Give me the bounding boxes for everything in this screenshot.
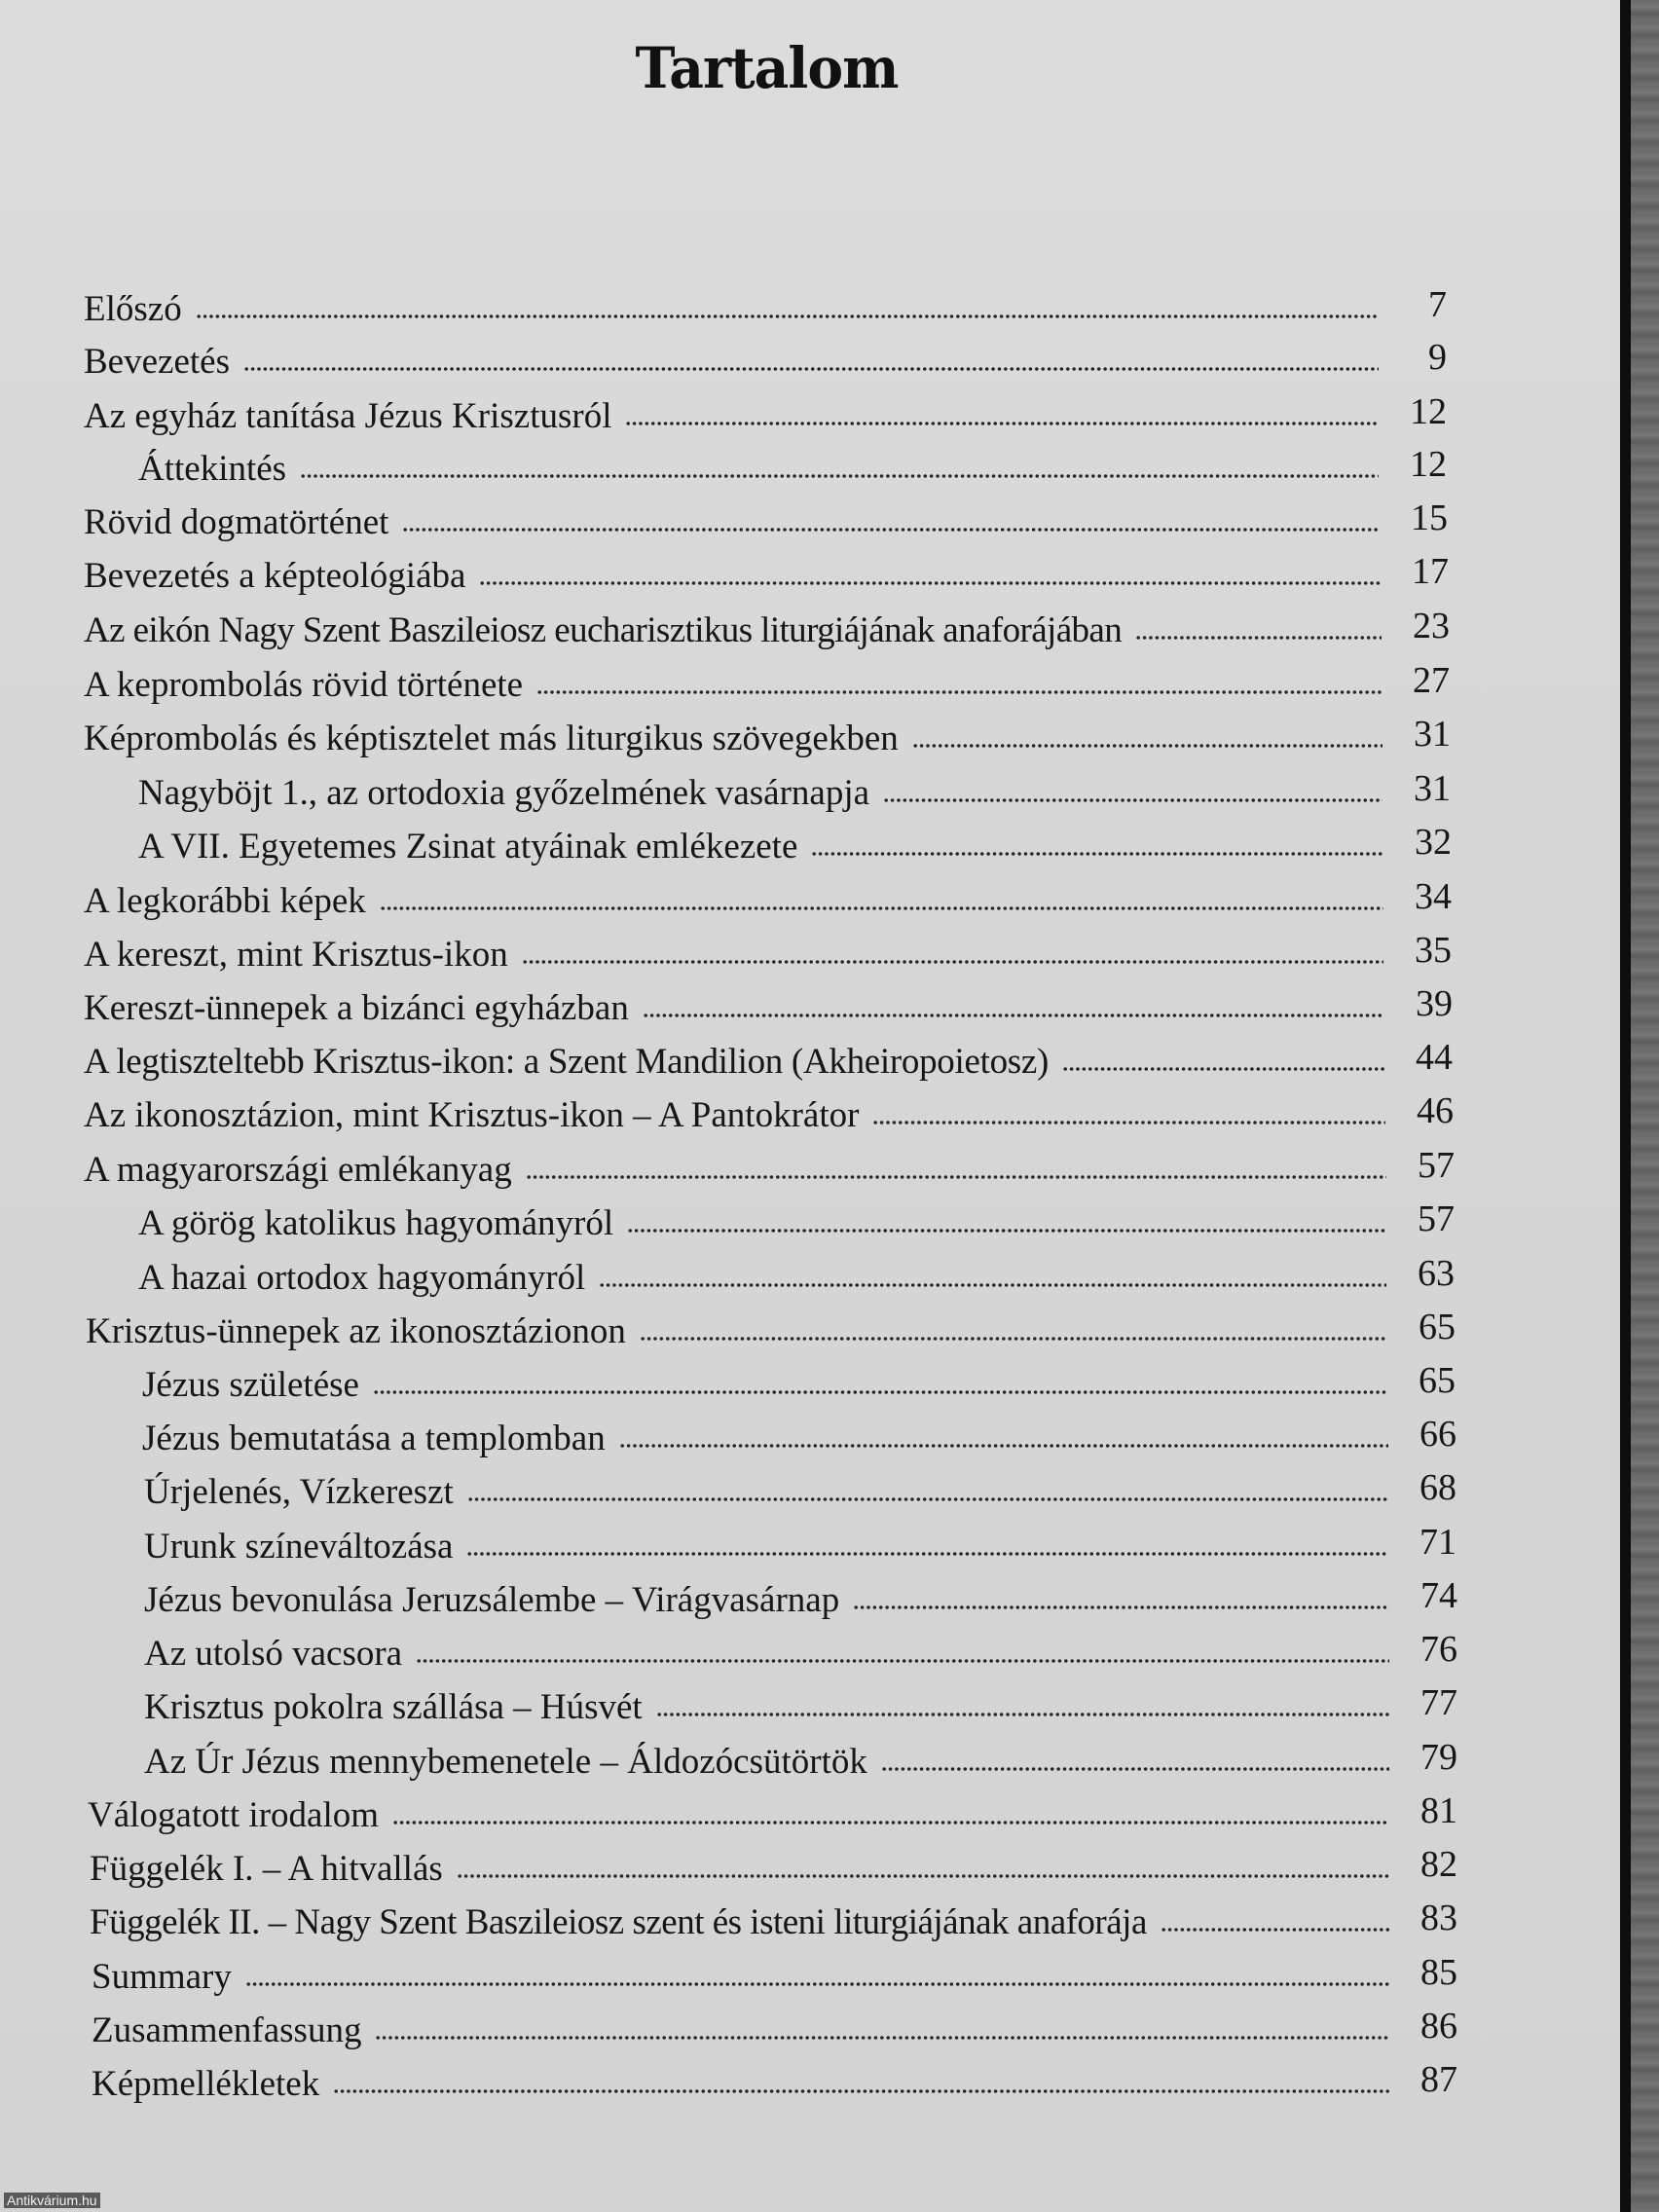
toc-entry[interactable] [86,1295,1456,1351]
toc-entry[interactable] [144,1564,1457,1620]
toc-entry-title: Képmellékletek [92,2064,320,2104]
toc-entry[interactable] [92,1994,1457,2050]
toc-entry-title: Az eikón Nagy Szent Baszileiosz eucharisztikus liturgiájának anaforájában [84,610,1123,650]
toc-entry[interactable] [138,432,1447,489]
dot-leader [243,366,1379,372]
toc-entry-title: Krisztus-ünnepek az ikonosztázionon [86,1311,626,1351]
toc-entry-title: Jézus bemutatása a templomban [142,1419,606,1458]
dot-leader [457,1873,1389,1879]
toc-entry[interactable] [144,1725,1457,1782]
toc-entry-title: Válogatott irodalom [88,1795,380,1835]
toc-entry-title: Az utolsó vacsora [144,1634,403,1674]
dot-leader [333,2088,1389,2094]
dot-leader [300,473,1379,479]
toc-entry-page: 66 [1419,1414,1456,1455]
dot-leader [872,1120,1385,1125]
dot-leader [402,527,1380,533]
toc-entry-page: 87 [1420,2059,1457,2100]
toc-entry-page: 57 [1418,1145,1455,1186]
toc-entry-page: 82 [1420,1844,1457,1885]
dot-leader [526,1174,1386,1180]
toc-entry[interactable] [90,1886,1457,1942]
toc-entry-title: A kereszt, mint Krisztus-ikon [84,935,508,975]
watermark: Antikvárium.hu [4,2193,100,2208]
toc-entry[interactable] [142,1402,1456,1458]
dot-leader [392,1820,1389,1825]
toc-entry-page: 65 [1419,1307,1456,1347]
toc-entry[interactable] [84,273,1447,329]
toc-entry-page: 17 [1412,551,1449,592]
toc-entry-page: 86 [1420,2006,1457,2046]
dot-leader [466,1551,1388,1557]
toc-entry-page: 12 [1410,444,1447,485]
toc-entry[interactable] [92,1940,1457,1997]
dot-leader [416,1658,1389,1664]
dot-leader [643,1013,1384,1018]
toc-entry-title: A magyarországi emlékanyag [84,1150,512,1190]
toc-entry-page: 35 [1415,930,1452,971]
dot-leader [811,851,1383,857]
dot-leader [522,959,1383,965]
toc-entry[interactable] [144,1617,1457,1674]
toc-entry[interactable] [84,972,1453,1028]
toc-entry-title: Az Úr Jézus mennybemenetele – Áldozócsütörtök [144,1742,867,1782]
toc-entry-page: 7 [1428,284,1447,325]
toc-entry-title: Kereszt-ünnepek a bizánci egyházban [84,988,629,1028]
toc-entry-title: Urunk színeváltozása [144,1527,454,1567]
toc-entry-title: Függelék I. – A hitvallás [90,1849,443,1889]
toc-entry-title: A görög katolikus hagyományról [138,1203,614,1243]
dot-leader [640,1336,1387,1342]
toc-entry-title: A VII. Egyetemes Zsinat atyáinak emlékezete [138,827,798,866]
toc-entry[interactable] [138,1241,1455,1298]
toc-entry-page: 15 [1411,498,1448,538]
toc-entry-title: Az egyház tanítása Jézus Krisztusról [84,396,612,436]
dot-leader [599,1282,1386,1288]
toc-entry[interactable] [90,1832,1457,1889]
dot-leader [196,313,1379,319]
toc-entry-page: 77 [1420,1682,1457,1723]
toc-entry-page: 57 [1418,1198,1455,1239]
toc-entry[interactable] [84,486,1448,542]
toc-entry-page: 12 [1410,391,1447,432]
toc-entry[interactable] [84,648,1450,705]
toc-entry[interactable] [84,1133,1455,1190]
toc-entry-page: 81 [1420,1790,1457,1831]
toc-entry-title: Függelék II. – Nagy Szent Baszileiosz szent és isteni liturgiájának anaforája [90,1902,1147,1942]
toc-entry[interactable] [84,865,1452,921]
dot-leader [619,1443,1388,1449]
toc-entry-page: 34 [1415,876,1452,917]
dot-leader [912,743,1382,749]
toc-entry-title: Az ikonosztázion, mint Krisztus-ikon – A Pantokrátor [84,1095,860,1135]
toc-entry[interactable] [84,1025,1453,1082]
toc-entry[interactable] [144,1671,1457,1727]
toc-entry-page: 68 [1419,1467,1456,1508]
dot-leader [1135,635,1382,641]
toc-entry-title: Bevezetés [84,342,230,382]
toc-entry-title: Bevezetés a képteológiába [84,556,466,596]
dot-leader [380,905,1383,911]
toc-entry[interactable] [138,1187,1455,1243]
toc-entry[interactable] [84,918,1452,975]
toc-entry-title: Áttekintés [138,449,287,489]
toc-entry-page: 71 [1419,1522,1456,1563]
dot-leader [467,1496,1388,1502]
dot-leader [375,2035,1389,2041]
dot-leader [625,421,1379,426]
dot-leader [373,1389,1387,1395]
toc-entry[interactable] [88,1779,1457,1835]
dot-leader [853,1604,1389,1610]
toc-entry-page: 9 [1428,337,1447,378]
toc-entry-page: 39 [1416,983,1453,1024]
dot-leader [245,1981,1389,1987]
toc-entry-page: 46 [1417,1090,1454,1131]
dot-leader [881,1766,1389,1772]
toc-entry-page: 63 [1418,1253,1455,1294]
dot-leader [883,797,1382,803]
toc-entry-title: A keprombolás rövid története [84,665,524,705]
toc-entry[interactable] [138,756,1451,813]
toc-entry-page: 65 [1419,1360,1456,1401]
toc-entry[interactable] [84,325,1447,382]
toc-entry-title: A legtiszteltebb Krisztus-ikon: a Szent Mandilion (Akheiropoietosz) [84,1042,1050,1082]
page-title: Tartalom [635,35,899,101]
toc-entry-page: 32 [1415,822,1452,863]
toc-entry-title: A legkorábbi képek [84,881,366,921]
toc-entry[interactable] [92,2047,1457,2104]
toc-entry-title: Jézus bevonulása Jeruzsálembe – Virágvasárnap [144,1580,840,1620]
toc-entry-page: 76 [1420,1629,1457,1670]
toc-entry[interactable] [144,1456,1456,1512]
toc-entry-page: 31 [1414,768,1451,809]
toc-entry-title: Nagyböjt 1., az ortodoxia győzelmének vasárnapja [138,773,870,813]
toc-entry-title: Jézus születése [142,1365,359,1405]
toc-entry-title: A hazai ortodox hagyományról [138,1258,586,1298]
dot-leader [1062,1066,1384,1072]
dot-leader [479,580,1381,586]
page-edge-shadow [1620,0,1631,2212]
toc-entry-title: Képrombolás és képtisztelet más liturgikus szövegekben [84,719,899,758]
toc-entry-page: 27 [1413,660,1450,701]
toc-entry-page: 83 [1420,1898,1457,1938]
toc-entry[interactable] [84,380,1447,436]
toc-entry-page: 79 [1420,1737,1457,1778]
toc-entry[interactable] [84,594,1450,650]
dot-leader [536,689,1382,695]
toc-entry-page: 31 [1414,714,1451,755]
toc-entry-title: Rövid dogmatörténet [84,502,389,542]
toc-entry[interactable] [84,702,1451,758]
background-surface [1631,0,1659,2212]
toc-entry-title: Úrjelenés, Vízkereszt [144,1472,454,1512]
toc-entry-title: Előszó [84,289,182,329]
toc-entry-page: 85 [1420,1952,1457,1993]
dot-leader [1161,1927,1389,1933]
toc-entry[interactable] [84,539,1449,596]
toc-entry-title: Summary [92,1957,232,1997]
toc-entry[interactable] [144,1510,1456,1567]
toc-entry[interactable] [84,1079,1454,1135]
toc-entry-title: Zusammenfassung [92,2010,362,2050]
toc-entry[interactable] [138,810,1452,866]
toc-entry-page: 23 [1413,606,1450,646]
toc-entry-page: 74 [1420,1575,1457,1616]
toc-entry-title: Krisztus pokolra szállása – Húsvét [144,1687,643,1727]
dot-leader [656,1712,1389,1717]
dot-leader [627,1228,1386,1234]
toc-entry-page: 44 [1416,1037,1453,1078]
toc-entry[interactable] [142,1348,1456,1405]
